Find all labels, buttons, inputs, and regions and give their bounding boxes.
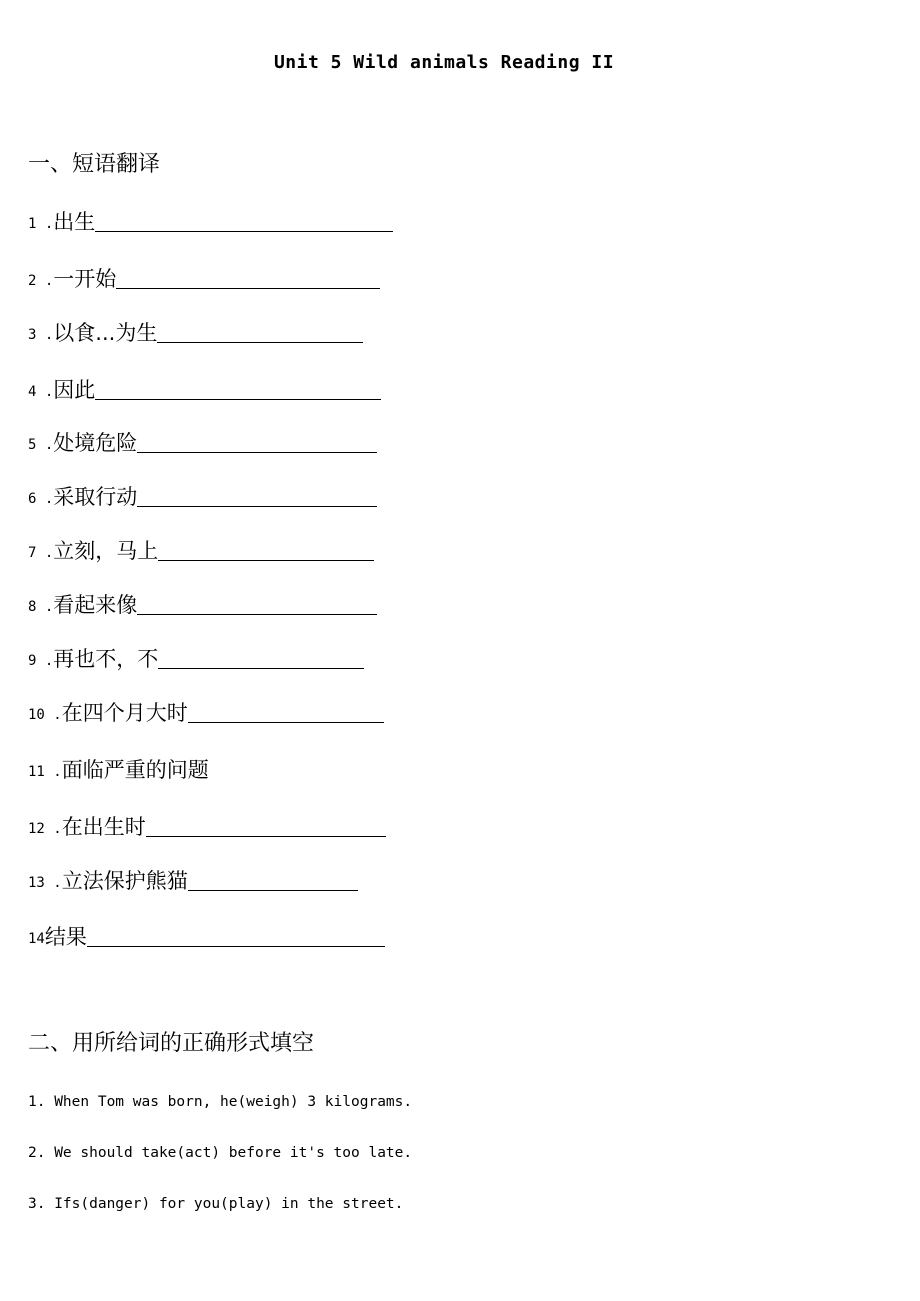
item-prompt: 出生 <box>53 210 96 234</box>
fill-in-sentence: 1. When Tom was born, he(weigh) 3 kilograms. <box>28 1094 413 1110</box>
list-item <box>28 316 363 346</box>
document-title: Unit 5 Wild animals Reading II <box>273 52 615 73</box>
list-item <box>28 920 385 950</box>
fill-in-sentence: 2. We should take(act) before it's too late. <box>28 1145 413 1161</box>
section-2-heading: 二、用所给词的正确形式填空 <box>28 1031 315 1056</box>
list-item <box>28 534 374 564</box>
list-item <box>28 864 358 894</box>
item-prompt: 立法保护熊猫 <box>61 869 188 893</box>
item-number: 6 . <box>28 491 54 507</box>
answer-blank[interactable] <box>95 230 393 232</box>
item-prompt: 立刻，马上 <box>53 539 159 563</box>
item-number: 1 . <box>28 216 54 232</box>
item-number: 2 . <box>28 273 54 289</box>
list-item <box>28 642 364 672</box>
answer-blank[interactable] <box>158 667 364 669</box>
answer-blank[interactable] <box>146 835 386 837</box>
item-number: 11 . <box>28 764 62 780</box>
list-item <box>28 373 381 403</box>
section-1-heading: 一、短语翻译 <box>28 152 161 177</box>
item-number: 13 . <box>28 875 62 891</box>
item-number: 10 . <box>28 707 62 723</box>
list-item <box>28 753 209 783</box>
item-prompt: 再也不，不 <box>53 647 159 671</box>
answer-blank[interactable] <box>157 341 363 343</box>
item-prompt: 以食...为生 <box>53 321 158 345</box>
item-prompt: 在出生时 <box>61 815 146 839</box>
item-number: 14 <box>28 931 45 947</box>
list-item <box>28 588 377 618</box>
item-number: 12 . <box>28 821 62 837</box>
answer-blank[interactable] <box>137 451 377 453</box>
answer-blank[interactable] <box>137 505 377 507</box>
item-number: 3 . <box>28 327 54 343</box>
item-prompt: 采取行动 <box>53 485 138 509</box>
answer-blank[interactable] <box>95 398 381 400</box>
answer-blank[interactable] <box>188 889 358 891</box>
answer-blank[interactable] <box>158 559 374 561</box>
item-number: 5 . <box>28 437 54 453</box>
item-prompt: 处境危险 <box>53 431 138 455</box>
answer-blank[interactable] <box>87 945 385 947</box>
list-item <box>28 696 384 726</box>
list-item <box>28 810 386 840</box>
list-item <box>28 205 393 235</box>
list-item <box>28 262 380 292</box>
item-number: 8 . <box>28 599 54 615</box>
list-item <box>28 480 377 510</box>
item-prompt: 结果 <box>44 925 87 949</box>
answer-blank[interactable] <box>188 721 384 723</box>
answer-blank[interactable] <box>116 287 380 289</box>
item-prompt: 看起来像 <box>53 593 138 617</box>
item-number: 4 . <box>28 384 54 400</box>
item-number: 9 . <box>28 653 54 669</box>
item-number: 7 . <box>28 545 54 561</box>
answer-blank[interactable] <box>137 613 377 615</box>
item-prompt: 在四个月大时 <box>61 701 188 725</box>
list-item <box>28 426 377 456</box>
item-prompt: 一开始 <box>53 267 117 291</box>
item-prompt: 面临严重的问题 <box>61 758 209 782</box>
fill-in-sentence: 3. Ifs(danger) for you(play) in the street. <box>28 1196 404 1212</box>
item-prompt: 因此 <box>53 378 96 402</box>
